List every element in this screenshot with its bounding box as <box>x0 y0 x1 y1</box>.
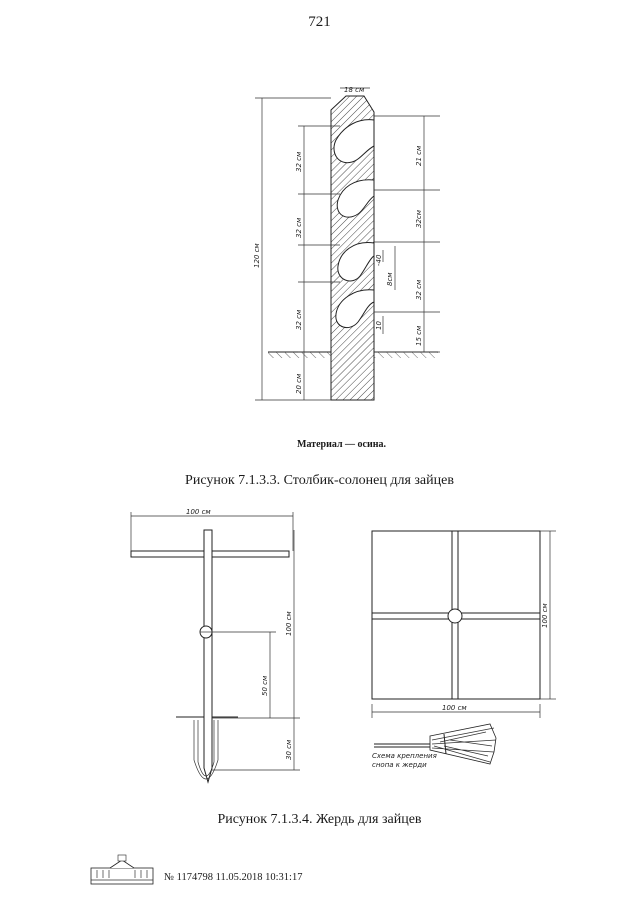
dim-right-mid: 32см <box>415 209 423 228</box>
dim-small-b: 10 <box>375 321 383 330</box>
scheme-label-1: Схема крепления <box>372 752 437 760</box>
figure1-post-drawing <box>255 88 440 400</box>
dim-underground: 20 см <box>295 373 303 394</box>
dim-square-height: 100 см <box>541 603 549 628</box>
building-logo <box>91 855 153 884</box>
dim-top-width: 18 см <box>344 86 365 94</box>
dim-left-seg-1: 32 см <box>295 151 303 172</box>
scheme-label-2: снопа к жерди <box>372 761 427 769</box>
dim-hole-depth: 8см <box>386 272 394 286</box>
page-number: 721 <box>308 14 331 30</box>
dim-left-seg-3: 32 см <box>295 309 303 330</box>
dim-total-height: 120 см <box>253 243 261 268</box>
figure2-pole-drawing <box>131 512 300 782</box>
figure1-caption: Рисунок 7.1.3.3. Столбик-солонец для зайцев <box>185 473 454 488</box>
dim-pole-underground: 30 см <box>285 739 293 760</box>
dim-left-seg-2: 32 см <box>295 217 303 238</box>
figure2-caption: Рисунок 7.1.3.4. Жердь для зайцев <box>217 812 422 827</box>
footer-stamp: № 1174798 11.05.2018 10:31:17 <box>164 872 303 883</box>
material-note: Материал — осина. <box>297 439 387 450</box>
dim-square-width: 100 см <box>442 704 467 712</box>
dim-right-low: 32 см <box>415 279 423 300</box>
dim-small-a: -40 <box>375 254 383 266</box>
dim-crossbar: 100 см <box>186 508 211 516</box>
dim-right-top: 21 см <box>415 145 423 166</box>
dim-pole-mid: 50 см <box>261 675 269 696</box>
dim-right-bottom: 15 см <box>415 325 423 346</box>
dim-pole-height: 100 см <box>285 611 293 636</box>
figure2-square-scheme <box>372 531 556 718</box>
